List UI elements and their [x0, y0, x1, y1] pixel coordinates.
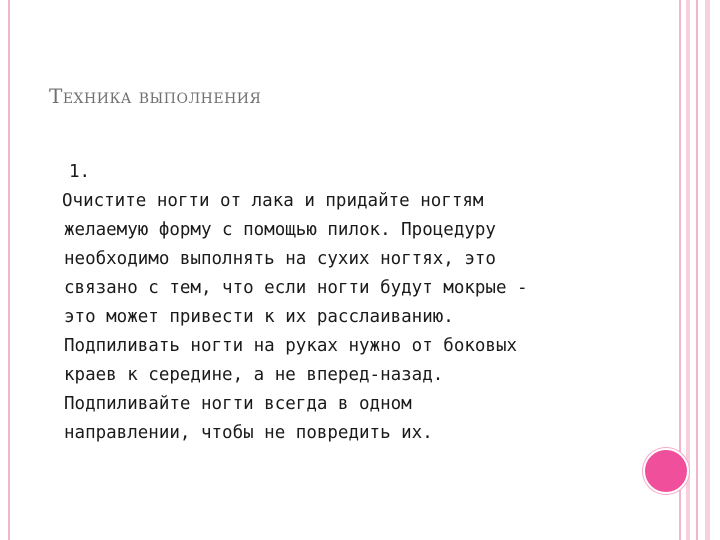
left-frame-line	[8, 0, 10, 540]
step-number: 1.	[69, 162, 91, 182]
body-line: это может привести к их расслаиванию.	[64, 307, 454, 327]
title-text: Техника выполнения	[49, 84, 262, 108]
pink-circle-decoration	[643, 448, 689, 494]
body-line: связано с тем, что если ногти будут мокрые -	[64, 278, 528, 298]
body-line: Подпиливать ногти на руках нужно от боковых	[64, 336, 518, 356]
body-line: необходимо выполнять на сухих ногтях, это	[64, 249, 496, 269]
body-line: Очистите ногти от лака и придайте ногтям	[62, 191, 484, 211]
slide-body	[64, 158, 639, 448]
body-line: краев к середине, а не вперед-назад.	[64, 365, 444, 385]
body-line: желаемую форму с помощью пилок. Процедуру	[64, 220, 496, 240]
body-line: Подпиливайте ногти всегда в одном	[64, 394, 412, 414]
right-stripe	[686, 0, 690, 540]
right-stripe	[705, 0, 710, 540]
body-line: направлении, чтобы не повредить их.	[64, 423, 433, 443]
right-stripe	[696, 0, 698, 540]
slide-title	[49, 84, 261, 108]
